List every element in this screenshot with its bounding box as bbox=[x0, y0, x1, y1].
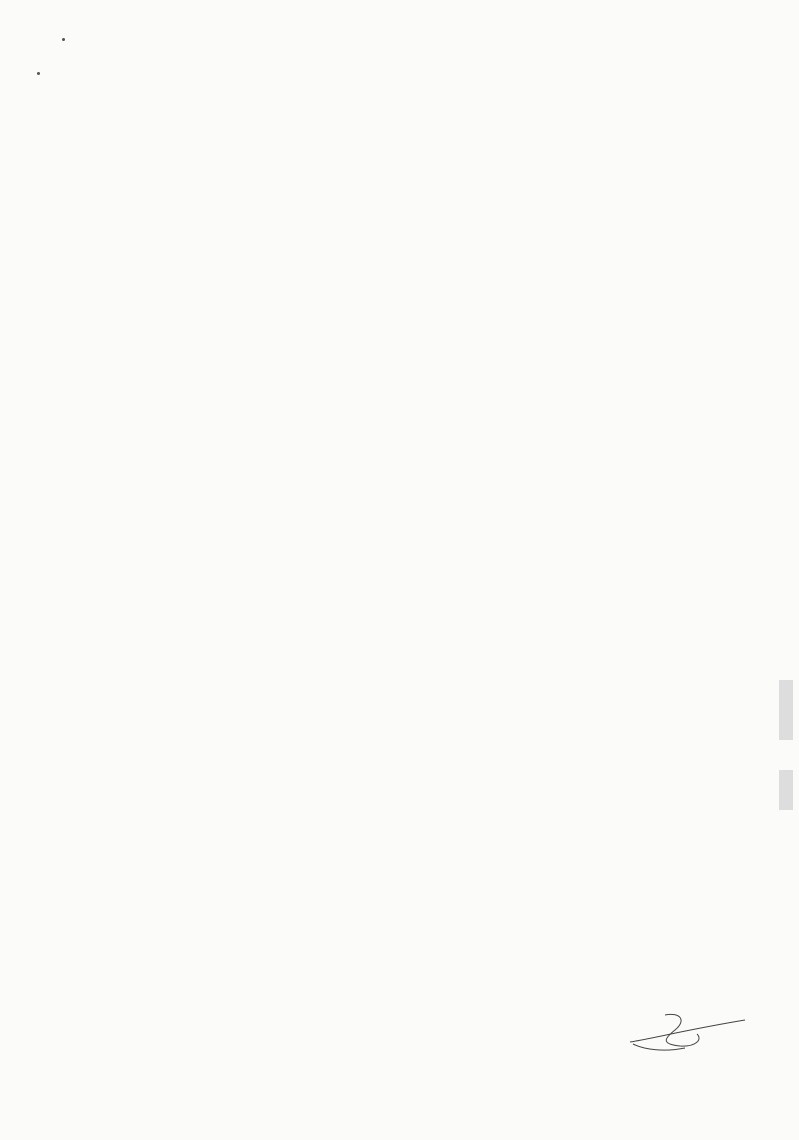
scan-edge-mark bbox=[779, 770, 793, 810]
scan-speck bbox=[62, 38, 65, 41]
section-heading-4-3 bbox=[113, 143, 713, 161]
scan-speck bbox=[37, 72, 40, 75]
handwritten-signature bbox=[625, 1000, 755, 1065]
scan-edge-mark bbox=[779, 680, 793, 740]
document-body bbox=[113, 125, 713, 211]
section-heading-4-4 bbox=[113, 181, 713, 199]
